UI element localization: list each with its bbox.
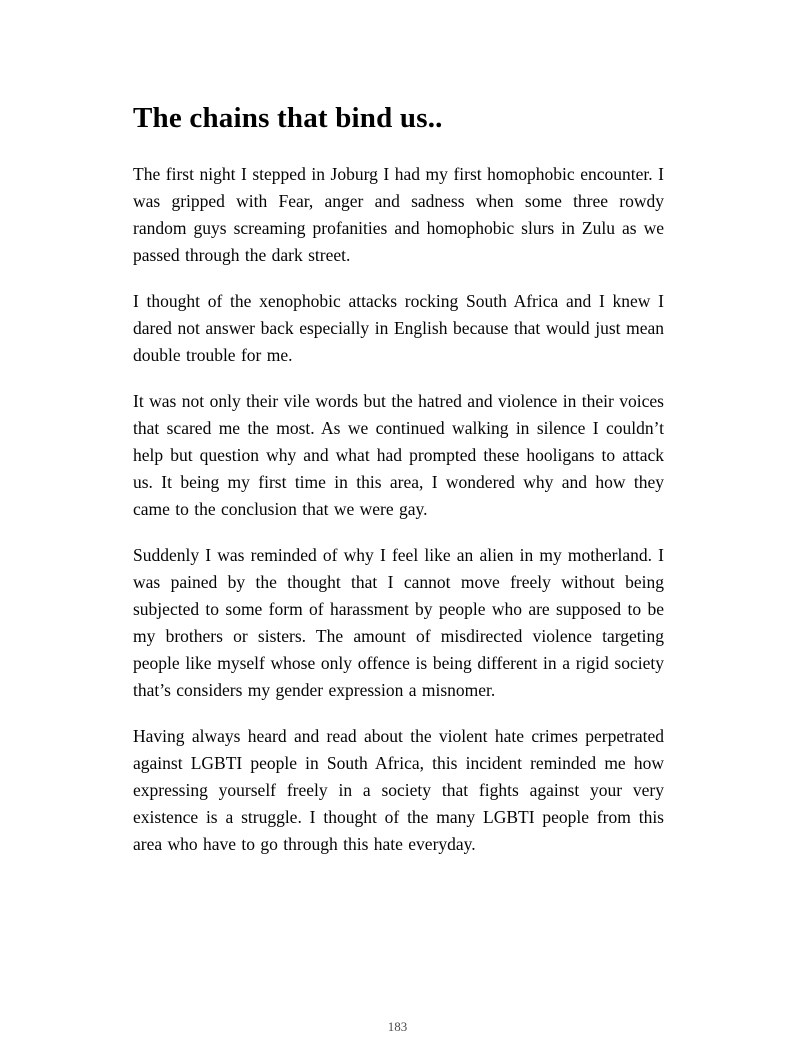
paragraph-4: Suddenly I was reminded of why I feel like an alien in my motherland. I was pained by the thought that I cannot move freely without being subjected to some form of harassment by people who are supposed to be my brothers or sisters. The amount of misdirected violence targeting people like myself whose only offence is being different in a rigid society that’s considers my gender expression a misnomer. [133, 545, 664, 700]
page-title: The chains that bind us.. [133, 102, 443, 134]
paragraph-5: Having always heard and read about the violent hate crimes perpetrated against LGBTI people in South Africa, this incident reminded me how expressing yourself freely in a society that fights against your very existence is a struggle. I thought of the many LGBTI people from this area who have to go through this hate everyday. [133, 726, 664, 854]
page-number: 183 [387, 1019, 408, 1034]
paragraph-3: It was not only their vile words but the hatred and violence in their voices that scared me the most. As we continued walking in silence I couldn’t help but question why and what had prompted these hooligans to attack us. It being my first time in this area, I wondered why and how they came to the conclusion that we were gay. [133, 391, 664, 519]
page-content [133, 102, 664, 877]
paragraph-1: The first night I stepped in Joburg I had my first homophobic encounter. I was gripped with Fear, anger and sadness when some three rowdy random guys screaming profanities and homophobic slurs in Zulu as we passed through the dark street. [133, 164, 664, 265]
paragraph-2: I thought of the xenophobic attacks rocking South Africa and I knew I dared not answer back especially in English because that would just mean double trouble for me. [133, 291, 664, 365]
